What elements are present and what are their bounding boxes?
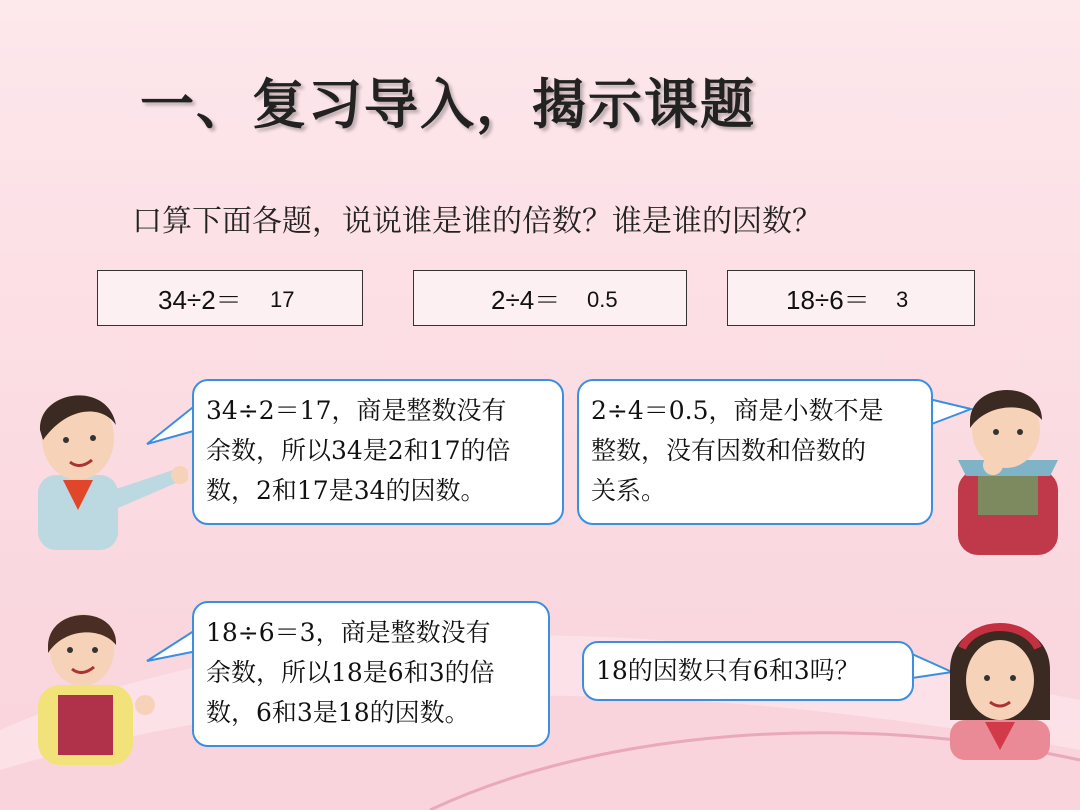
bubble-line: 数，2和17是34的因数。 (206, 476, 486, 505)
girl-illustration (10, 605, 160, 775)
equation-answer: 17 (270, 287, 295, 312)
question-prompt: 口算下面各题，说说谁是谁的倍数？谁是谁的因数？ (132, 204, 822, 239)
bubble-line: 2÷4＝0.5，商是小数不是 (591, 396, 884, 425)
speech-bubble-2 (577, 379, 933, 525)
equation-expr: 2÷4＝ (491, 285, 561, 315)
speech-bubble-1 (192, 379, 564, 525)
bubble-line: 34÷2＝17，商是整数没有 (206, 396, 507, 425)
bubble-line: 余数，所以18是6和3的倍 (206, 658, 495, 687)
equation-answer: 3 (896, 287, 909, 312)
page-title: 一、复习导入，揭示课题 (140, 73, 756, 136)
equation-expr: 18÷6＝ (786, 285, 870, 315)
equation-box-3 (727, 270, 975, 326)
bubble-line: 18÷6＝3，商是整数没有 (206, 618, 491, 647)
girl-headband-illustration (930, 610, 1070, 760)
equation-box-1 (97, 270, 363, 326)
bubble-line: 整数，没有因数和倍数的 (591, 436, 867, 465)
boy-illustration (8, 380, 188, 550)
equation-answer: 0.5 (587, 287, 618, 312)
boy-thinking-illustration (938, 380, 1073, 555)
speech-bubble-3 (192, 601, 550, 747)
equation-box-2 (413, 270, 687, 326)
bubble-line: 18的因数只有6和3吗？ (596, 656, 860, 685)
bubble-line: 数，6和3是18的因数。 (206, 698, 470, 727)
bubble-line: 余数，所以34是2和17的倍 (206, 436, 511, 465)
equation-expr: 34÷2＝ (158, 285, 242, 315)
bubble-line: 关系。 (591, 476, 667, 505)
speech-bubble-4 (582, 641, 914, 701)
